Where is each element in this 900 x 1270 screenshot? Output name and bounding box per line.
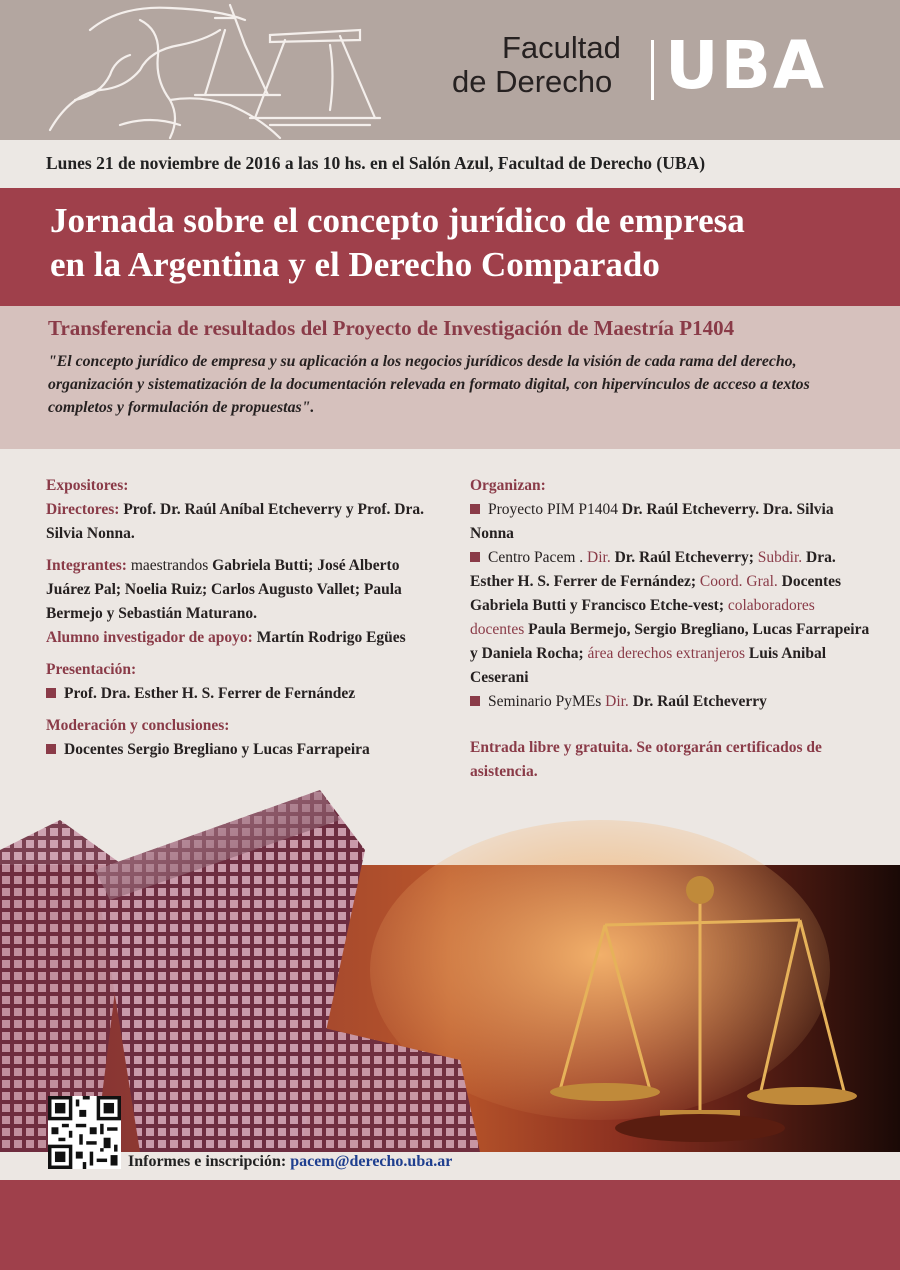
- bullet-icon: [46, 688, 56, 698]
- bullet-icon: [46, 744, 56, 754]
- directores-label: Directores:: [46, 501, 120, 518]
- footer-band: [0, 1180, 900, 1270]
- header-band: [0, 0, 900, 140]
- coord-names: Docentes Gabriela Butti y Francisco Etche-vest;: [470, 573, 842, 614]
- qr-code-icon: [48, 1096, 121, 1169]
- event-title-line2: en la Argentina y el Derecho Comparado: [50, 245, 660, 284]
- proyecto-prefix: Proyecto PIM P1404: [488, 501, 619, 518]
- colab-names: Paula Bermejo, Sergio Bregliano, Lucas Farrapeira y Daniela Rocha;: [470, 621, 870, 662]
- presentacion-name: Prof. Dra. Esther H. S. Ferrer de Fernández: [64, 685, 356, 702]
- faculty-name-line1: Facultad: [502, 30, 621, 65]
- project-quote: "El concepto jurídico de empresa y su aplicación a los negocios jurídicos desde la visión de cada rama del derecho, organización y sistematización de la documentación relevada en formato digital, con hipervínculos de acceso a textos completos y formulación de propuestas".: [48, 353, 810, 416]
- moderacion-names: Docentes Sergio Bregliano y Lucas Farrapeira: [64, 741, 370, 758]
- presentacion-label: Presentación:: [46, 661, 137, 678]
- area-name: Luis Anibal Ceserani: [470, 645, 827, 686]
- event-title: [50, 199, 890, 287]
- alumno-name: Martín Rodrigo Egües: [256, 629, 406, 646]
- dir-name: Dr. Raúl Etcheverry;: [614, 549, 754, 566]
- alumno-label: Alumno investigador de apoyo:: [46, 629, 253, 646]
- info-label: Informes e inscripción:: [128, 1153, 287, 1170]
- integrantes-names: Gabriela Butti; José Alberto Juárez Pal; Noelia Ruiz; Carlos Augusto Vallet; Paula Bermejo y Sebastián Maturano.: [46, 557, 402, 622]
- buildings-and-scales-image: [0, 790, 900, 1152]
- centro-prefix: Centro Pacem .: [488, 549, 584, 566]
- subdir-label: Subdir.: [757, 549, 803, 566]
- seminario-name: Dr. Raúl Etcheverry: [632, 693, 767, 710]
- integrantes-prefix: maestrandos: [130, 557, 209, 574]
- organizers-column: [470, 474, 870, 792]
- project-subtitle: Transferencia de resultados del Proyecto de Investigación de Maestría P1404: [48, 316, 735, 340]
- logo-divider: [651, 40, 654, 100]
- bullet-icon: [470, 504, 480, 514]
- qr-code[interactable]: [48, 1096, 121, 1169]
- bullet-icon: [470, 552, 480, 562]
- justice-statue-illustration: [30, 0, 430, 140]
- event-date: Lunes 21 de noviembre de 2016 a las 10 hs. en el Salón Azul, Facultad de Derecho (UBA): [46, 153, 706, 173]
- event-title-line1: Jornada sobre el concepto jurídico de empresa: [50, 201, 745, 240]
- entrada-notice: Entrada libre y gratuita. Se otorgarán certificados de asistencia.: [470, 739, 822, 780]
- bullet-icon: [470, 696, 480, 706]
- coord-label: Coord. Gral.: [699, 573, 778, 590]
- integrantes-label: Integrantes:: [46, 557, 127, 574]
- expositores-heading: Expositores:: [46, 477, 129, 494]
- dir-label: Dir.: [587, 549, 611, 566]
- faculty-name-line2: de Derecho: [452, 64, 613, 99]
- seminario-prefix: Seminario PyMEs: [488, 693, 602, 710]
- directores-names: Prof. Dr. Raúl Aníbal Etcheverry y Prof. Dra. Silvia Nonna.: [46, 501, 424, 542]
- speakers-column: [46, 474, 441, 770]
- organizan-heading: Organizan:: [470, 477, 546, 494]
- seminario-dir-label: Dir.: [605, 693, 629, 710]
- colab-label: colaboradores docentes: [470, 597, 815, 638]
- contact-email-link[interactable]: pacem@derecho.uba.ar: [290, 1153, 453, 1170]
- area-label: área derechos extranjeros: [587, 645, 746, 662]
- moderacion-label: Moderación y conclusiones:: [46, 717, 230, 734]
- subdir-name: Dra. Esther H. S. Ferrer de Fernández;: [470, 549, 836, 590]
- proyecto-names: Dr. Raúl Etcheverry. Dra. Silvia Nonna: [470, 501, 834, 542]
- registration-info: [128, 1153, 452, 1171]
- uba-logo-text: UBA: [665, 27, 826, 104]
